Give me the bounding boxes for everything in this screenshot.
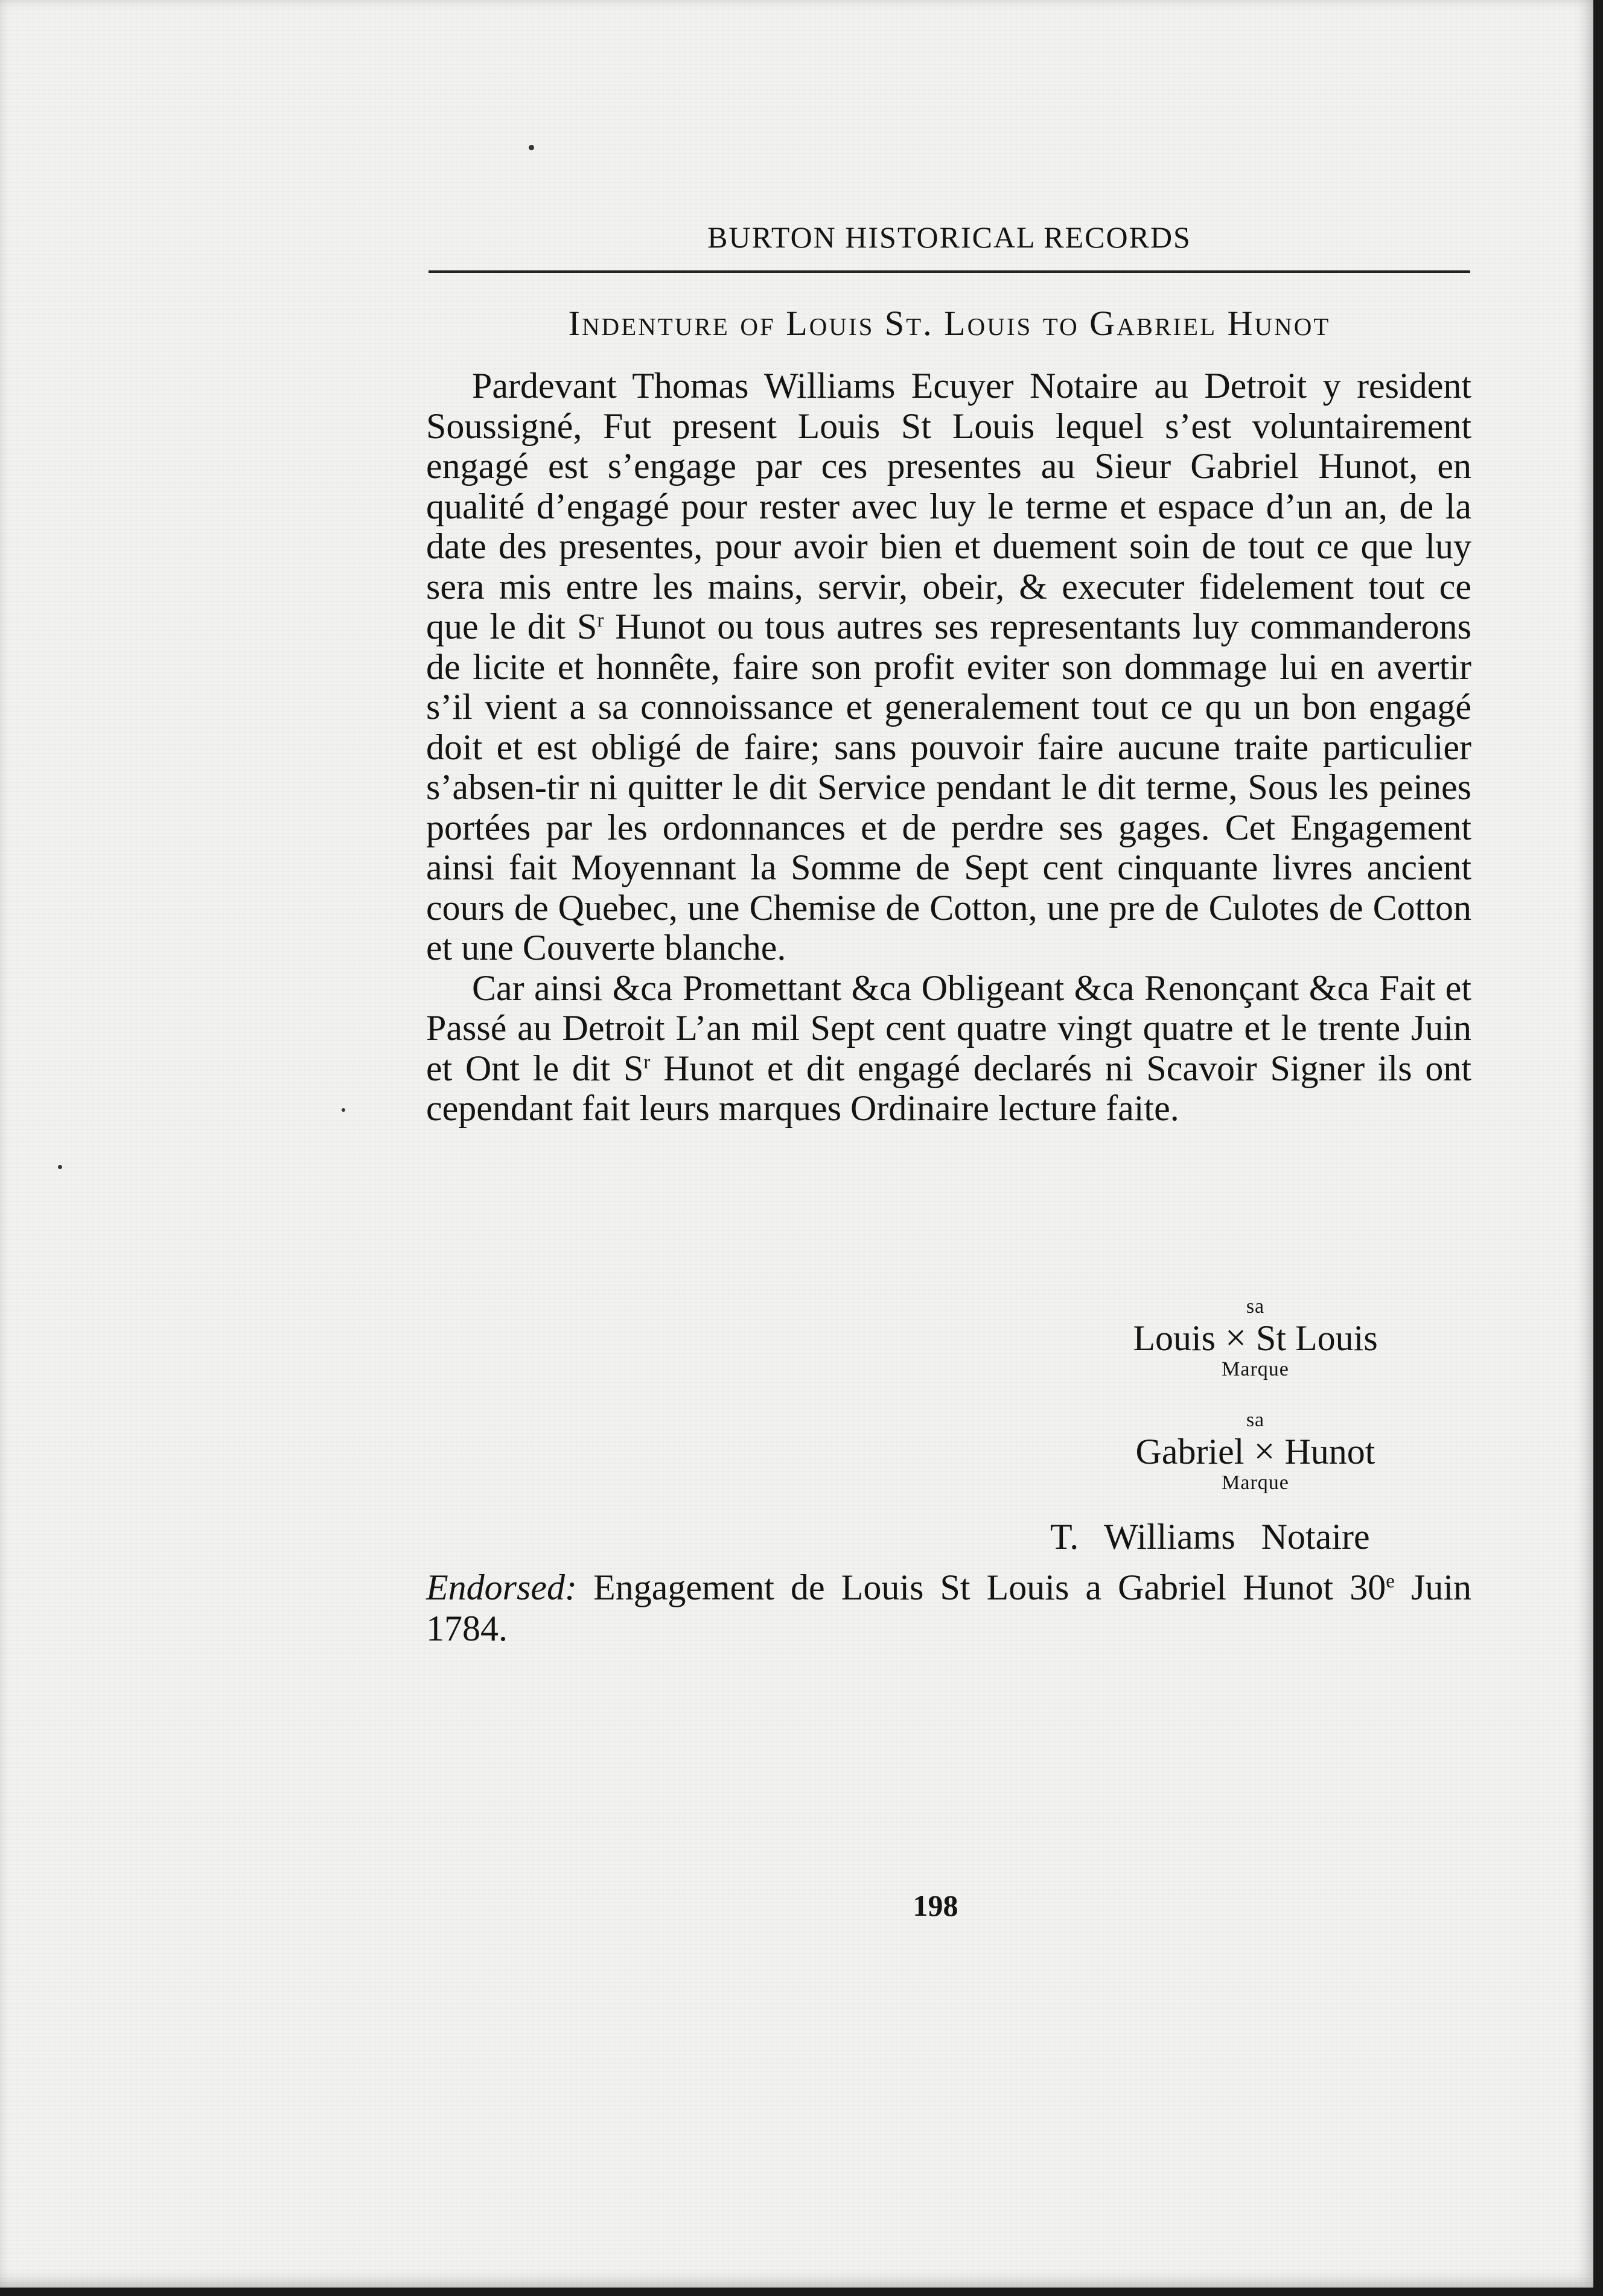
paragraph-2-continued: Hunot et dit engagé declarés ni Scavoir Signer ils ont cependant fait leurs marques Ordinaire lecture faite. bbox=[426, 1048, 1471, 1128]
paragraph-1-continued: Hunot ou tous autres ses representants luy commanderons de licite et honnête, faire son profit eviter son dommage lui en avertir s’il vient a sa connoissance et generalement tout ce qu un bon engagé doit et est obligé de faire; sans pouvoir faire aucune traite particulier s’absen-tir ni quitter le dit Service pendant le dit terme, Sous les peines portées par les ordonnances et de perdre ses gages. Cet Engagement ainsi fait Moyennant la Somme de Sept cent cinquante livres ancient cours de Quebec, une Chemise de Cotton, une pre de Culotes de Cotton et une Couverte blanche. bbox=[426, 607, 1471, 968]
sieur-abbrev: S bbox=[623, 1048, 644, 1088]
page-number: 198 bbox=[913, 1889, 958, 1922]
cross-mark-icon: × bbox=[1225, 1318, 1246, 1359]
document-title: Indenture of Louis St. Louis to Gabriel Hunot bbox=[568, 304, 1331, 343]
paragraph-1 bbox=[426, 366, 1471, 968]
endorsement-date: Juin 1784. bbox=[426, 1567, 1472, 1648]
cross-mark-icon: × bbox=[1254, 1431, 1275, 1472]
ink-speck bbox=[58, 1165, 62, 1169]
endorsement-day: 30 bbox=[1350, 1567, 1386, 1607]
sieur-abbrev-sup: r bbox=[597, 610, 604, 632]
notary-signature: T. Williams Notaire bbox=[1050, 1517, 1370, 1557]
signature-gabriel bbox=[1026, 1410, 1485, 1493]
running-header: BURTON HISTORICAL RECORDS bbox=[707, 220, 1191, 254]
endorsement-text: Engagement de Louis St Louis a Gabriel Hunot bbox=[593, 1567, 1334, 1607]
signature-above: sa bbox=[1246, 1409, 1265, 1431]
signature-last-name: St Louis bbox=[1255, 1318, 1378, 1358]
sieur-abbrev: S bbox=[577, 607, 598, 646]
signature-below: Marque bbox=[1222, 1358, 1289, 1380]
ink-speck bbox=[342, 1108, 345, 1112]
sieur-abbrev-sup: r bbox=[643, 1051, 651, 1073]
signature-first-name: Gabriel bbox=[1135, 1432, 1244, 1472]
ink-speck bbox=[529, 145, 534, 150]
paragraph-1-text: Pardevant Thomas Williams Ecuyer Notaire au Detroit y resident Soussigné, Fut present Louis St Louis lequel s’est voluntairement engagé est s’engage par ces presentes au Sieur Gabriel Hunot, en qualité d’engagé pour rester avec luy le terme et espace d’un an, de la date des presentes, pour avoir bien et duement soin de tout ce que luy sera mis entre les mains, servir, obeir, & executer fidelement tout ce que le dit bbox=[426, 366, 1471, 646]
scan-border-bottom bbox=[0, 2288, 1603, 2296]
scan-border-right bbox=[1593, 0, 1603, 2296]
endorsement bbox=[426, 1567, 1471, 1649]
signature-below: Marque bbox=[1222, 1472, 1289, 1494]
document-body bbox=[426, 366, 1471, 1129]
signature-line bbox=[1026, 1430, 1485, 1473]
signature-last-name: Hunot bbox=[1284, 1432, 1375, 1472]
signature-louis bbox=[1026, 1296, 1485, 1380]
endorsement-label: Endorsed: bbox=[426, 1567, 577, 1607]
endorsement-day-sup: e bbox=[1386, 1571, 1395, 1593]
paragraph-2 bbox=[426, 968, 1471, 1129]
signature-above: sa bbox=[1246, 1295, 1265, 1318]
header-rule bbox=[429, 270, 1470, 273]
paragraph-2-text: Car ainsi &ca Promettant &ca Obligeant &ca Renonçant &ca Fait et Passé au Detroit L’an mil Sept cent quatre vingt quatre et le trente Juin et Ont le dit bbox=[426, 968, 1471, 1088]
signature-first-name: Louis bbox=[1133, 1318, 1216, 1358]
signature-line bbox=[1026, 1317, 1485, 1359]
